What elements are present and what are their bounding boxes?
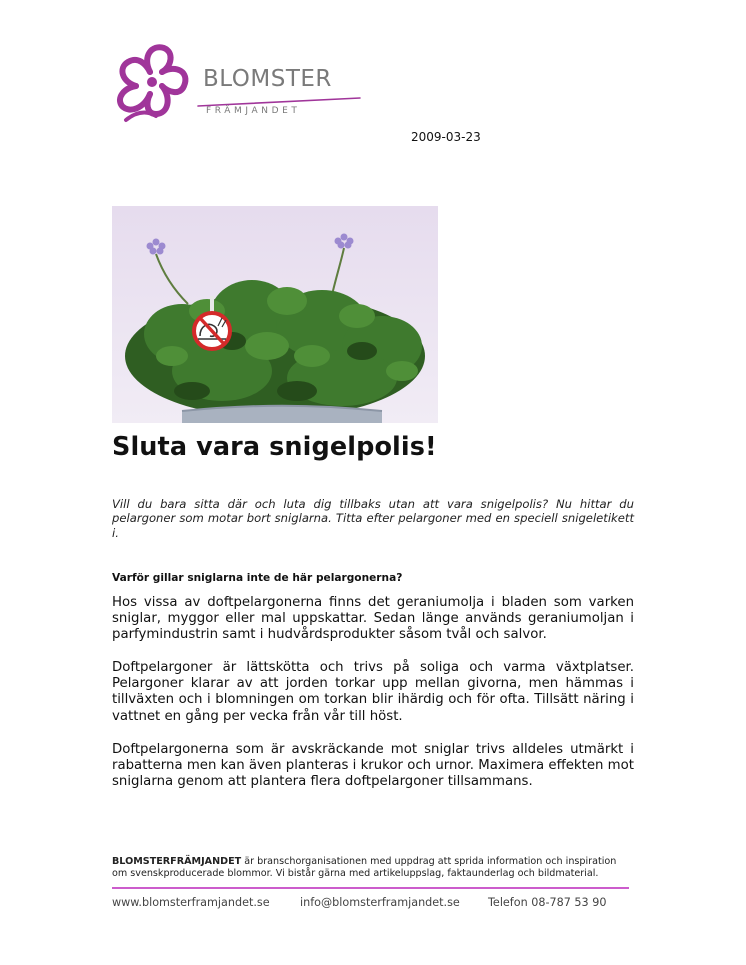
brand-subtitle: FRÄMJANDET: [206, 106, 301, 116]
article-paragraph: Doftpelargonerna som är avskräckande mot sniglar trivs alldeles utmärkt i rabatterna men kan även planteras i krukor och urnor. Maximera effekten mot sniglarna genom att plantera flera doftpelargoner tillsammans.: [112, 742, 634, 790]
article-intro: Vill du bara sitta där och luta dig tillbaks utan att vara snigelpolis? Nu hittar du pelargoner som motar bort sniglarna. Titta efter pelargoner med en speciell snigeletikett i.: [112, 497, 634, 540]
article-paragraph: Doftpelargoner är lättskötta och trivs på soliga och varma växtplatser. Pelargoner klarar av att jorden torkar upp mellan givorna, men hämmas i tillväxten och i blomningen om torkan blir ihärdig och för ofta. Tillsätt näring i vattnet en gång per vecka från vår till höst.: [112, 660, 634, 724]
brand-logo: [112, 42, 362, 130]
article-paragraph: Hos vissa av doftpelargonerna finns det geraniumolja i bladen som varken sniglar, myggor eller mal uppskattar. Sedan länge används geraniumoljan i parfymindustrin samt i hudvårdsprodukter såsom tvål och salvor.: [112, 595, 634, 643]
brand-name: BLOMSTER: [203, 66, 332, 92]
footer-org-name: BLOMSTERFRÄMJANDET: [112, 856, 242, 867]
footer-phone: Telefon 08-787 53 90: [488, 896, 607, 909]
document-date: 2009-03-23: [411, 130, 481, 144]
flower-logo-icon: [112, 42, 192, 128]
no-snail-sign-icon: [194, 313, 230, 349]
article-title: Sluta vara snigelpolis!: [112, 432, 437, 462]
footer-website-link[interactable]: www.blomsterframjandet.se: [112, 896, 270, 909]
pelargonium-photo: [112, 206, 438, 423]
footer-divider: [112, 887, 629, 889]
footer-email-link[interactable]: info@blomsterframjandet.se: [300, 896, 460, 909]
article-subheading: Varför gillar sniglarna inte de här pelargonerna?: [112, 572, 403, 584]
footer-org-text: är branschorganisationen med uppdrag att sprida information och inspiration om svenskproducerade blommor. Vi bistår gärna med artikeluppslag, faktaunderlag och bildmaterial.: [112, 856, 617, 880]
footer-description: [112, 856, 632, 881]
